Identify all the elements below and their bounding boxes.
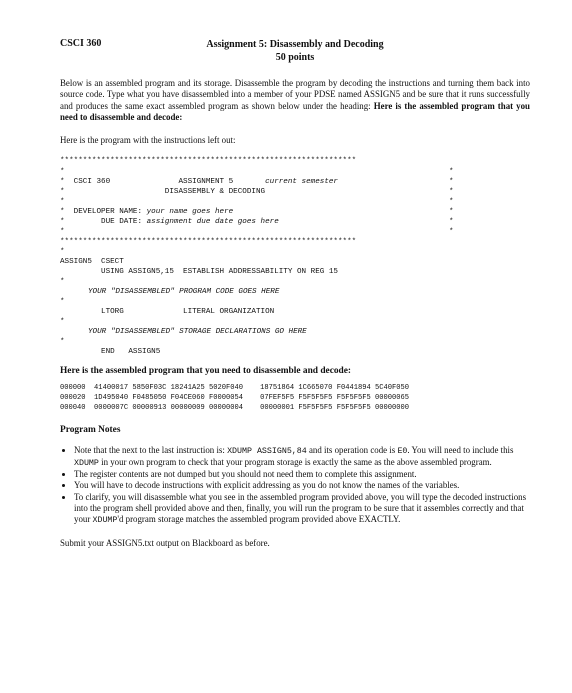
note-registers: • The register contents are not dumped but you should not need them to complete this assignment. xyxy=(74,469,530,480)
star-border-line: ***************************************************************** xyxy=(60,237,357,246)
note-clarify: • To clarify, you will disassemble what you see in the assembled program provided above, you will type the decoded instructions into the program shell provided above and then, finally, you will run the program to be sure that it assembles correctly and that your XDUMP'd program storage matches the assembled program provided above EXACTLY. xyxy=(74,492,530,526)
intro-bold: Here is the assembled program that you need to disassemble and decode: xyxy=(60,100,530,122)
assignment-page xyxy=(60,38,530,549)
developer-line: * DEVELOPER NAME: your name goes here * xyxy=(60,207,454,216)
note-xdump: • Note that the next to the last instruction is: XDUMP ASSIGN5,84 and its operation code is E0. You will need to include this XDUMP in your own program to check that your program storage is exactly the same as the above assembled program. xyxy=(74,445,530,469)
shell-intro: Here is the program with the instructions left out: xyxy=(60,135,236,146)
header-titles xyxy=(60,38,530,64)
intro-text: Below is an assembled program and its storage. Disassemble the program by decoding the instructions and turning them back into source code. Type what you have disassembled into a member of your PDSE named ASSIGN5 and be sure that it runs successfully and produces the same exact assembled program as shown below under the heading: xyxy=(60,78,530,111)
due-date-placeholder: assignment due date goes here xyxy=(146,217,279,226)
developer-placeholder: your name goes here xyxy=(146,207,234,216)
intro-paragraph xyxy=(60,78,530,123)
comment-line: * * xyxy=(60,227,454,236)
dump-line: 000020 1D495040 F0485050 F04CE060 F0000054 07FEF5F5 F5F5F5F5 F5F5F5F5 00000065 xyxy=(60,394,410,403)
storage-placeholder: YOUR "DISASSEMBLED" STORAGE DECLARATIONS GO HERE xyxy=(88,328,307,337)
comment-line: * xyxy=(60,338,65,347)
code-placeholder: YOUR "DISASSEMBLED" PROGRAM CODE GOES HERE xyxy=(88,288,280,297)
end-line: END ASSIGN5 xyxy=(60,348,161,357)
notes-list xyxy=(60,445,530,526)
ltorg-line: LTORG LITERAL ORGANIZATION xyxy=(60,308,275,317)
comment-title-line: * CSCI 360 ASSIGNMENT 5 current semester * xyxy=(60,177,454,186)
dump-line: 000040 0000007C 00000913 00000009 00000004 00000001 F5F5F5F5 F5F5F5F5 00000000 xyxy=(60,403,410,412)
comment-subtitle-line: * DISASSEMBLY & DECODING * xyxy=(60,187,454,196)
due-date-line: * DUE DATE: assignment due date goes here * xyxy=(60,217,454,226)
star-border-line: ***************************************************************** xyxy=(60,157,357,166)
csect-line: ASSIGN5 CSECT xyxy=(60,257,124,266)
comment-line: * xyxy=(60,247,65,256)
assembled-dump xyxy=(60,384,530,413)
comment-line: * xyxy=(60,298,65,307)
using-line: USING ASSIGN5,15 ESTABLISH ADDRESSABILITY ON REG 15 xyxy=(60,268,338,276)
course-label: CSCI 360 xyxy=(60,38,102,49)
assembled-heading: Here is the assembled program that you need to disassemble and decode: xyxy=(60,366,352,377)
comment-line: * * xyxy=(60,167,454,176)
comment-line: * * xyxy=(60,197,454,206)
note-explicit-addressing: • You will have to decode instructions with explicit addressing as you do not know the names of the variables. xyxy=(74,480,530,491)
program-shell xyxy=(60,156,530,357)
header xyxy=(60,38,530,64)
semester-placeholder: current semester xyxy=(265,177,338,186)
points-label: 50 points xyxy=(275,52,315,63)
notes-heading: Program Notes xyxy=(60,425,121,436)
comment-line: * xyxy=(60,318,65,327)
assignment-title: Assignment 5: Disassembly and Decoding xyxy=(206,39,384,50)
submit-instructions: Submit your ASSIGN5.txt output on Blackboard as before. xyxy=(60,537,270,548)
dump-line: 000000 41400017 5850F03C 18241A25 5020F040 18751864 1C665070 F0441894 5C40F050 xyxy=(60,384,410,393)
comment-line: * xyxy=(60,278,65,287)
